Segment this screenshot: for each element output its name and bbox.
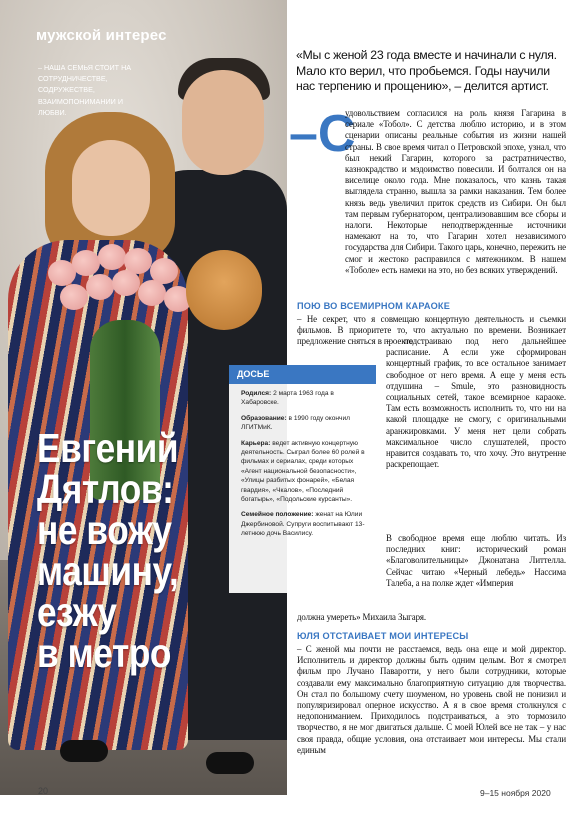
headline-line: в метро <box>37 630 172 676</box>
headline-line: Евгений <box>37 425 179 471</box>
photo-caption: – НАША СЕМЬЯ СТОИТ НА СОТРУДНИЧЕСТВЕ, СОДРУЖЕСТВЕ, ВЗАИМОПОНИМАНИИ И ЛЮБВИ. <box>38 63 132 117</box>
subhead-julia: ЮЛЯ ОТСТАИВАЕТ МОИ ИНТЕРЕСЫ <box>297 631 469 641</box>
dossier-family: Семейное положение: женат на Юлии Джербиновой. Супруги воспитывают 13-летнюю дочь Василису. <box>241 511 365 538</box>
headline-line: езжу <box>37 589 117 635</box>
julia-paragraph: – С женой мы почти не расстаемся, ведь она еще и мой директор. Исполнитель и директор должны быть одним целым. Вот я смотрел фильм про Лучано Паваротти, у него были сотрудники, которые создавали ему максимально благоприятную ситуацию для творчества. Он стал по большому счету шоуменом, но уровень свой не понизил и популяризировал оперное искусство. А я в свое время столкнулся с недопониманием. Приходилось подстраиваться, а это тормозило творчество, я не мог двигаться дальше. С моей Юлей все не так – у нас своя правда, общие условия, она отстаивает мои интересы. Мы стали единым <box>297 644 566 755</box>
dossier-born: Родился: 2 марта 1963 года в Хабаровске. <box>241 390 334 407</box>
headline-line: не вожу <box>37 507 172 553</box>
rose-bouquet <box>40 240 200 360</box>
subhead-karaoke: ПОЮ ВО ВСЕМИРНОМ КАРАОКЕ <box>297 301 451 311</box>
dossier-title: ДОСЬЕ <box>229 365 376 384</box>
section-tag: мужской интерес <box>36 27 167 44</box>
headline <box>37 425 243 676</box>
dossier-education: Образование: в 1990 году окончил ЛГИТМиК. <box>241 414 350 432</box>
issue-date: 9–15 ноября 2020 <box>480 788 551 798</box>
karaoke-paragraph-wide: – Не секрет, что я совмещаю концертную деятельность и съемки фильмов. В приоритете то, что актуально по времени. Возникает предложение сняться в проекте <box>297 314 566 347</box>
intro-paragraph: удовольствием согласился на роль князя Гагарина в сериале «Тобол». С детства люблю историю, и в этом сценарии описаны реальные события из жизни нашей страны. В свое время читал о Петровской эпохе, узнал, что был некий Гагарин, которого за растратничество, казнокрадство и мздоимство повесили. И болтался он на виселице около года. Мне показалось, что казнь такая выглядела странно, вышла за рамки наказания. Тем более князь ведь увеличил приток средств из Сибири. Он был там первым губернатором, централизовавшим все сборы и налоги. Некоторые неподтвержденные источники намекают на то, что Гагарин хотел независимого государства для Сибири. Такого царь, конечно, пережить не смог и жестоко расправился с мятежником. В нашем «Тоболе» есть намеки на это, но без всяких утверждений. <box>345 108 566 275</box>
man-face <box>182 70 264 175</box>
shoe <box>60 740 108 762</box>
reading-paragraph: В свободное время еще люблю читать. Из последних книг: исторический роман «Благоволительницы» Джонатана Литтелла. Сейчас читаю «Черный лебедь» Нассима Талеба, а на полке ждет «Империя <box>386 533 566 588</box>
headline-line: машину, <box>37 548 179 594</box>
headline-line: Дятлов: <box>37 466 174 512</box>
pull-quote: «Мы с женой 23 года вместе и начинали с нуля. Мало кто верил, что пробьемся. Годы научили нас терпению и прощению», – делится артист. <box>296 48 557 93</box>
page-number: 20 <box>38 786 49 796</box>
shoe <box>206 752 254 774</box>
reading-paragraph-end: должна умереть» Михаила Зыгаря. <box>297 612 427 622</box>
pomeranian-dog <box>186 250 262 330</box>
dossier-career: Карьера: ведет активную концертную деятельность. Сыграл более 60 ролей в фильмах и сериалах, среди которых «Агент национальной безопасности», «Улицы разбитых фонарей», «Белая гвардия», «Чкалов», «Последний богатырь», «Подольские курсанты». <box>241 439 365 504</box>
drop-cap: –С <box>289 105 356 163</box>
woman-face <box>72 140 150 236</box>
karaoke-paragraph: – подстраиваю под него дальнейшее расписание. А если уже сформирован концертный график, то все остальное занимает свободное от него время. А еще у меня есть отдушина – Smule, это разновидность социальных сетей, такое всемирное караоке. Там есть возможность исполнить то, что ни на какой площадке не смогу, с оригинальными аранжировками. У меня нет цели собрать максимальное число слушателей, просто нравится создавать то, что хочу. Это внутренне раскрепощает. <box>386 336 566 470</box>
dossier-box <box>229 365 376 593</box>
